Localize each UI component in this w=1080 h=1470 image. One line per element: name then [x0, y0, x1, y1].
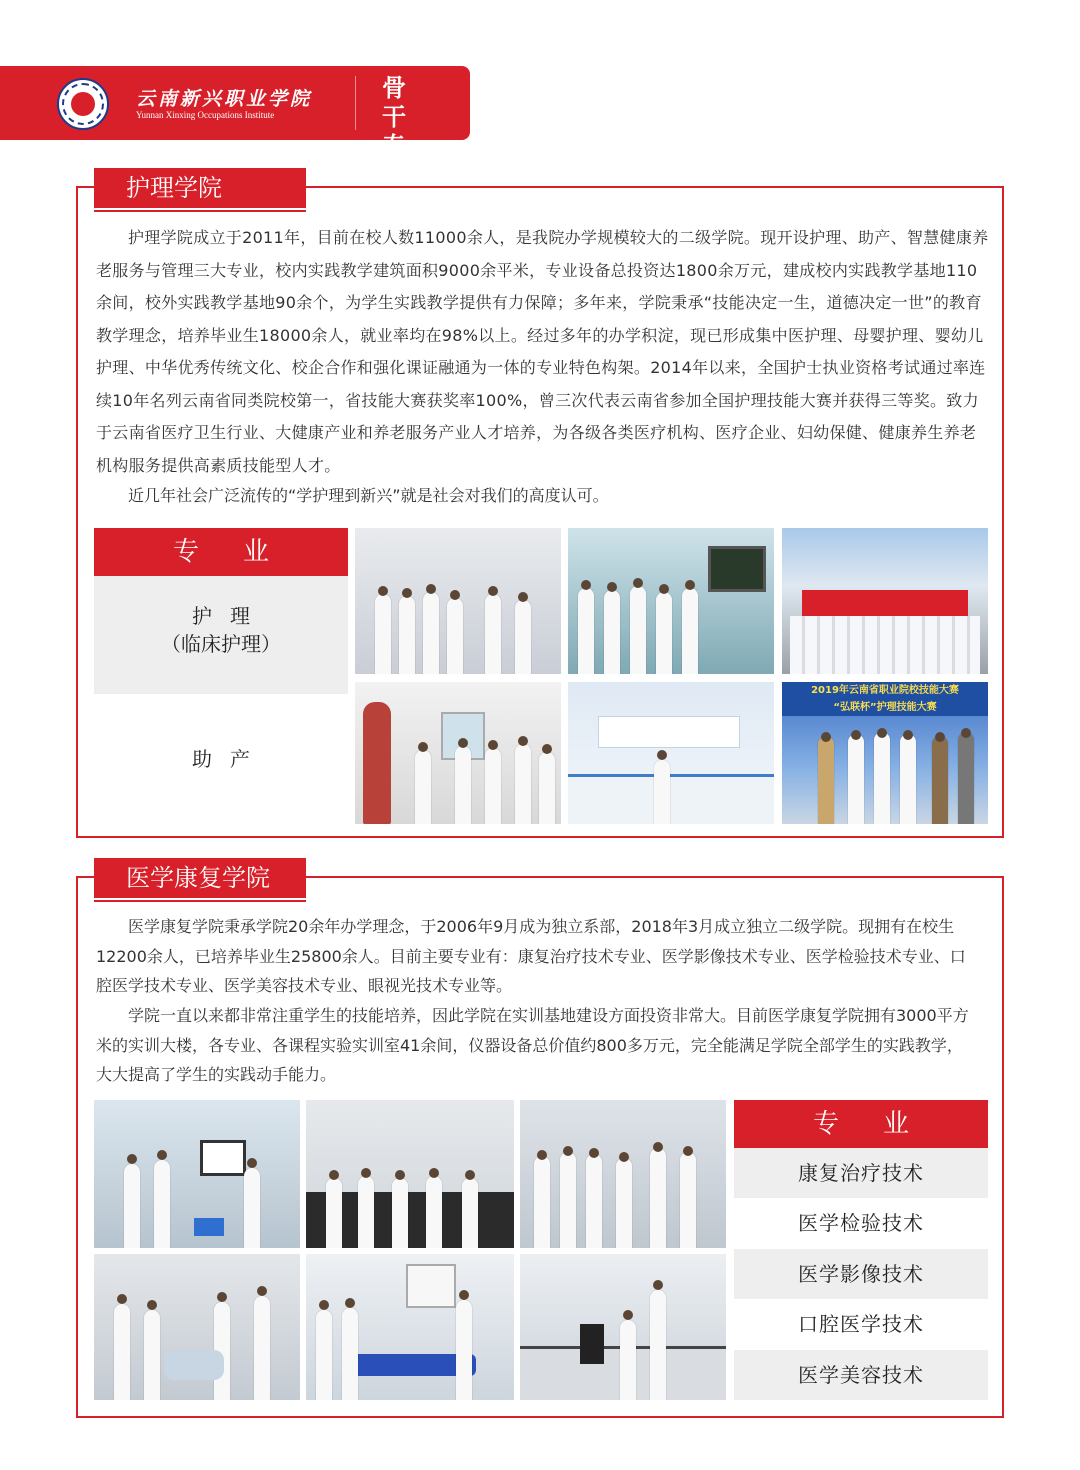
- major-rehab-therapy: 康复治疗技术: [734, 1148, 988, 1198]
- school-name-en: Yunnan Xinxing Occupations Institute: [136, 110, 275, 120]
- photo-lab-teaching: [94, 1100, 300, 1248]
- competition-banner: [782, 682, 988, 716]
- nursing-majors-header: 专业: [94, 528, 348, 576]
- photo-skills-competition: [782, 682, 988, 824]
- nursing-majors-table: [94, 528, 348, 824]
- medical-section: [76, 864, 1004, 1418]
- major-nursing-label: 护理: [192, 604, 268, 628]
- competition-banner-line1: 2019年云南省职业院校技能大赛: [811, 685, 959, 696]
- school-name-cn: 云南新兴职业学院: [136, 88, 313, 110]
- photo-nursing-group: [782, 528, 988, 674]
- major-medical-lab: 医学检验技术: [798, 1211, 924, 1236]
- photo-anatomy-model: [355, 682, 561, 824]
- photo-microscope-lab: [306, 1100, 514, 1248]
- nursing-title: 护理学院: [94, 168, 306, 208]
- medical-title: 医学康复学院: [94, 858, 306, 898]
- medical-majors-table: [734, 1100, 988, 1400]
- banner-tag: [382, 74, 452, 190]
- photo-nurse-station: [568, 682, 774, 824]
- banner-tag-line2: 专业: [382, 132, 418, 189]
- banner-divider: [355, 76, 356, 130]
- major-nursing: [94, 576, 348, 694]
- competition-banner-line2: “弘联杯”护理技能大赛: [833, 702, 937, 713]
- major-nursing-sublabel: （临床护理）: [161, 632, 281, 656]
- medical-paragraph-1: 医学康复学院秉承学院20余年办学理念，于2006年9月成为独立系部，2018年3月成立独立二级学院。现拥有在校生12200余人，已培养毕业生25800余人。目前主要专业有：康复治疗技术专业、医学影像技术专业、医学检验技术专业、口腔医学技术专业、医学美容技术专业、眼视光技术专业等。: [96, 917, 966, 995]
- photo-dental-practice: [94, 1254, 300, 1400]
- photo-nursing-training-room: [355, 528, 561, 674]
- major-midwifery: 助产: [192, 747, 268, 771]
- photo-imaging-room: [306, 1254, 514, 1400]
- medical-paragraph-2: 学院一直以来都非常注重学生的技能培养，因此学院在实训基地建设方面投资非常大。目前医学康复学院拥有3000平方米的实训大楼，各专业、各课程实验实训室41余间，仪器设备总价值约800多万元，完全能满足学院全部学生的实践教学，大大提高了学生的实践动手能力。: [96, 1006, 969, 1084]
- medical-majors-header: 专业: [734, 1100, 988, 1148]
- major-medical-cosmetology: 医学美容技术: [734, 1350, 988, 1400]
- major-dental-tech: 口腔医学技术: [798, 1312, 924, 1337]
- nursing-paragraph-1: 护理学院成立于2011年，目前在校人数11000余人，是我院办学规模较大的二级学院。现开设护理、助产、智慧健康养老服务与管理三大专业，校内实践教学建筑面积9000余平米，专业设备总投资达1800余万元，建成校内实践教学基地110余间，校外实践教学基地90余个，为学生实践教学提供有力保障；多年来，学院秉承“技能决定一生，道德决定一世”的教育教学理念，培养毕业生18000余人，就业率均在98%以上。经过多年的办学积淀，现已形成集中医护理、母婴护理、婴幼儿护理、中华优秀传统文化、校企合作和强化课证融通为一体的专业特色构架。2014年以来，全国护士执业资格考试通过率连续10年名列云南省同类院校第一，省技能大赛获奖率100%，曾三次代表云南省参加全国护理技能大赛并获得三等奖。致力于云南省医疗卫生行业、大健康产业和养老服务产业人才培养，为各级各类医疗机构、医疗企业、妇幼保健、健康养生养老机构服务提供高素质技能型人才。: [96, 228, 989, 475]
- photo-lab-microscope: [520, 1254, 726, 1400]
- photo-nursing-demonstration: [568, 528, 774, 674]
- photo-students-group: [520, 1100, 726, 1248]
- major-medical-imaging: 医学影像技术: [734, 1249, 988, 1299]
- school-logo-icon: [57, 78, 109, 130]
- nursing-section: [76, 174, 1004, 838]
- banner-tag-line1: 骨干: [382, 74, 418, 131]
- nursing-paragraph-2: 近几年社会广泛流传的“学护理到新兴”就是社会对我们的高度认可。: [128, 486, 609, 505]
